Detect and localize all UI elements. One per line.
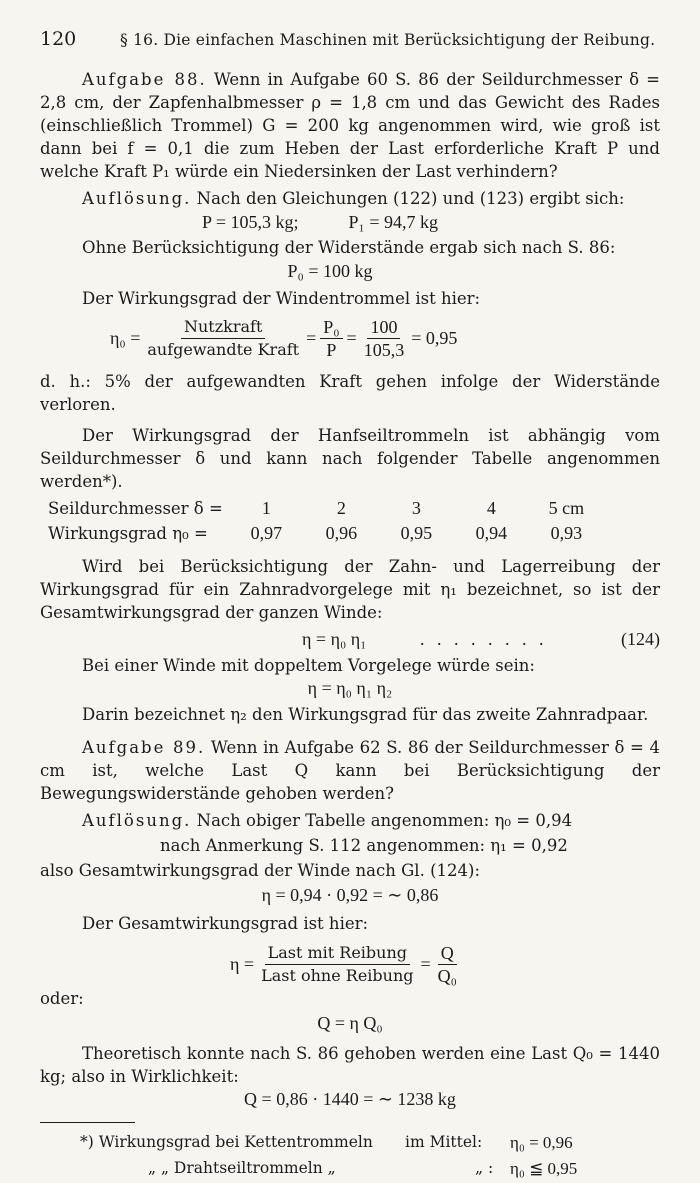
table-cell: 0,95 <box>400 523 433 543</box>
equation-p0: P₀ = 100 kg <box>287 260 373 281</box>
equation-q-result: Q = 0,86 · 1440 = ∼ 1238 kg <box>244 1089 456 1109</box>
aufgabe-88-paragraph <box>40 68 660 183</box>
fraction-last-num: Last mit Reibung <box>265 942 410 965</box>
eta-label: η = <box>230 953 255 974</box>
aufloesung-88-text: Nach den Gleichungen (122) und (123) ergibt sich: <box>196 189 625 208</box>
table-cell: 5 cm <box>548 498 585 518</box>
table-row-durchmesser <box>48 497 610 522</box>
aufgabe-89-text: Wenn in Aufgabe 62 S. 86 der Seildurchmesser δ = 4 cm ist, welche Last Q kann bei Berücksichtigung der Bewegungswiderstände gehoben werden? <box>40 738 660 803</box>
fraction-nutzkraft <box>144 316 302 361</box>
table-cell: 0,93 <box>550 523 583 543</box>
theoretisch-paragraph: Theoretisch konnte nach S. 86 gehoben werden eine Last Q₀ = 1440 kg; also in Wirklichkeit: <box>40 1044 660 1086</box>
fraction-p0: P₀ <box>320 316 342 339</box>
fraction-q0: Q₀ <box>437 965 457 986</box>
fraction-last-den: Last ohne Reibung <box>261 965 414 985</box>
footnote-rule <box>40 1122 135 1123</box>
fraction-100-1053 <box>361 316 408 361</box>
equation-eta-double: η = η₀ η₁ η₂ <box>307 678 393 698</box>
equation-p: P = 105,3 kg; <box>202 211 299 232</box>
table-cell: 0,94 <box>475 523 508 543</box>
aufloesung-88-label: Auflösung. <box>82 189 192 208</box>
zahnrad-paragraph: Wird bei Berücksichtigung der Zahn- und Lagerreibung der Wirkungsgrad für ein Zahnradvorgelege mit η₁ bezeichnet, so ist der Gesamtwirkungsgrad der ganzen Winde: <box>40 557 660 622</box>
equation-eta0 <box>110 310 660 366</box>
footnote-2-label: „ „ Drahtseiltrommeln „ <box>148 1159 336 1177</box>
fraction-nutzkraft-den: aufgewandte Kraft <box>147 339 300 359</box>
footnote-1-value: η₀ = 0,96 <box>510 1133 573 1152</box>
table-row-wirkungsgrad <box>48 522 610 547</box>
equation-number-124: (124) <box>621 629 660 649</box>
equation-eta-last <box>230 935 660 993</box>
equals-sign-1: = <box>306 327 317 348</box>
equation-124-dots: . . . . . . . . <box>420 629 548 649</box>
doppeltes-vorgelege-line: Bei einer Winde mit doppeltem Vorgelege würde sein: <box>82 656 535 675</box>
aufgabe-88-text: Wenn in Aufgabe 60 S. 86 der Seildurchmesser δ = 2,8 cm, der Zapfenhalbmesser ρ = 1,8 cm und das Gewicht des Rades (einschließlich Trommel) G = 200 kg angenommen wird, wie groß ist dann bei f = 0,1 die zum Heben der Last erforderliche Kraft P und welche Kraft P₁ würde ein Niedersinken der Last verhindern? <box>40 70 660 181</box>
equals-sign-2: = <box>346 327 357 348</box>
fraction-100: 100 <box>367 316 400 339</box>
aufgabe-89-label: Aufgabe 89. <box>82 738 206 757</box>
wirkungsgrad-windentrommel-line: Der Wirkungsgrad der Windentrommel ist hier: <box>82 289 481 308</box>
fraction-p0-p <box>320 316 342 361</box>
page-number: 120 <box>40 28 77 50</box>
equation-p-values <box>0 210 660 234</box>
equation-124-row <box>40 628 660 654</box>
table-cell: 0,97 <box>250 523 283 543</box>
aufloesung-89-line3: also Gesamtwirkungsgrad der Winde nach Gl. (124): <box>40 861 481 880</box>
table-cell: 4 <box>486 498 496 518</box>
equation-124: η = η₀ η₁ <box>302 629 367 649</box>
equals-sign-3: = <box>420 953 431 974</box>
aufgabe-88-label: Aufgabe 88. <box>82 70 207 89</box>
verlust-line: d. h.: 5% der aufgewandten Kraft gehen infolge der Widerstände verloren. <box>40 372 660 414</box>
footnote-1-label: *) Wirkungsgrad bei Kettentrommeln <box>80 1133 373 1151</box>
fraction-p: P <box>326 339 337 360</box>
equation-p1: P₁ = 94,7 kg <box>348 211 438 232</box>
page-header <box>40 28 660 58</box>
fraction-q-q0 <box>435 942 460 987</box>
fraction-q: Q <box>438 942 457 965</box>
footnote-line-2 <box>40 1157 660 1183</box>
aufloesung-89-line1 <box>40 809 660 832</box>
fraction-last <box>258 942 416 987</box>
footnote <box>40 1131 660 1183</box>
table-row1-label: Seildurchmesser δ = <box>48 499 223 518</box>
eta2-definition-line: Darin bezeichnet η₂ den Wirkungsgrad für das zweite Zahnradpaar. <box>82 705 649 724</box>
footnote-1-mid: im Mittel: <box>405 1133 483 1151</box>
footnote-line-1 <box>40 1131 660 1157</box>
aufloesung-89-line2: nach Anmerkung S. 112 angenommen: η₁ = 0,92 <box>160 836 568 855</box>
wirkungsgrad-table <box>48 497 610 547</box>
table-cell: 3 <box>411 498 421 518</box>
aufgabe-89-paragraph <box>40 736 660 805</box>
equation-eta-value: η = 0,94 · 0,92 = ∼ 0,86 <box>261 885 439 905</box>
oder-line: oder: <box>40 989 84 1008</box>
fraction-nutzkraft-num: Nutzkraft <box>181 316 265 339</box>
aufloesung-88-intro <box>40 187 660 210</box>
fraction-1053: 105,3 <box>363 339 405 360</box>
hanfseil-paragraph: Der Wirkungsgrad der Hanfseiltrommeln ist abhängig vom Seildurchmesser δ und kann nach folgender Tabelle angenommen werden*). <box>40 426 660 491</box>
eta0-result: = 0,95 <box>411 327 458 348</box>
aufloesung-89-text1: Nach obiger Tabelle angenommen: η₀ = 0,94 <box>196 811 573 830</box>
book-page <box>40 28 660 1183</box>
table-row2-label: Wirkungsgrad η₀ = <box>48 524 208 543</box>
table-cell: 0,96 <box>325 523 358 543</box>
footnote-2-mid: „ : <box>475 1159 494 1177</box>
aufloesung-89-label: Auflösung. <box>82 811 192 830</box>
gesamtwirkungsgrad-line: Der Gesamtwirkungsgrad ist hier: <box>82 914 369 933</box>
eta0-label: η₀ = <box>110 327 141 348</box>
running-head: § 16. Die einfachen Maschinen mit Berücksichtigung der Reibung. <box>120 31 656 49</box>
ohne-widerstaende-line: Ohne Berücksichtigung der Widerstände ergab sich nach S. 86: <box>82 238 616 257</box>
table-cell: 1 <box>261 498 271 518</box>
equation-q: Q = η Q₀ <box>317 1013 383 1033</box>
footnote-2-value: η₀ ≦ 0,95 <box>510 1159 578 1178</box>
table-cell: 2 <box>336 498 346 518</box>
